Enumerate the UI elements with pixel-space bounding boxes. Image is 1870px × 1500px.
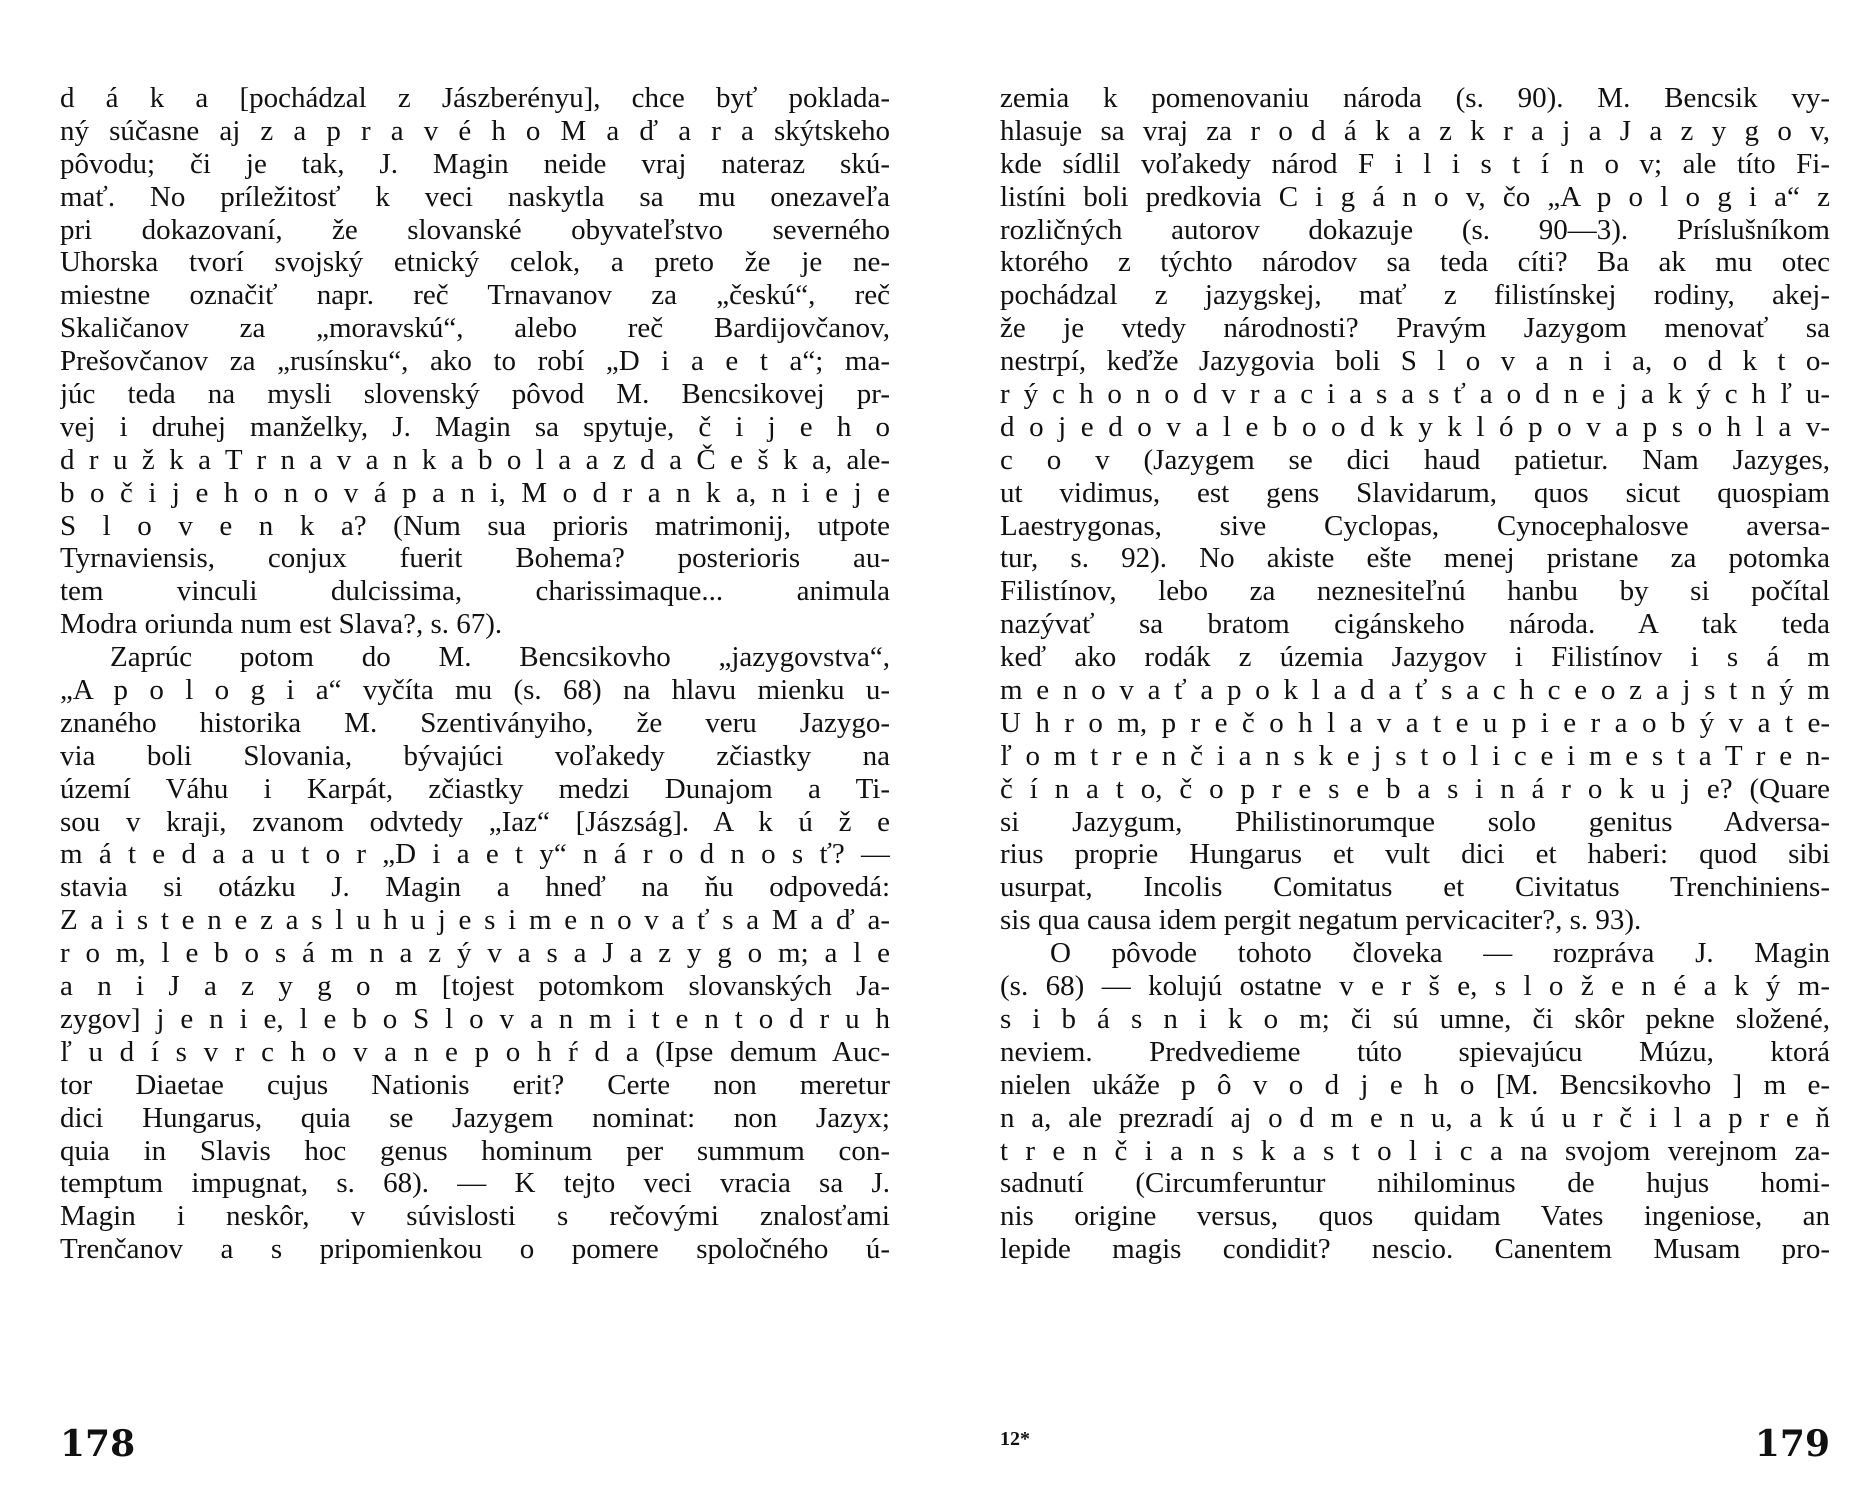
text-line: t r e n č i a n s k a s t o l i c a na svojom verejnom za- (1000, 1134, 1830, 1167)
text-line: r ý c h o n o d v r a c i a s a s ť a o d n e j a k ý c h ľ u- (1000, 378, 1830, 411)
text-line: hlasuje sa vraj za r o d á k a z k r a j a J a z y g o v, (1000, 114, 1830, 147)
text-line: S l o v e n k a? (Num sua prioris matrimonij, utpote (60, 509, 890, 542)
text-line: r o m, l e b o s á m n a z ý v a s a J a z y g o m; a l e (60, 937, 890, 970)
text-line: kde sídlil voľakedy národ F i l i s t í n o v; ale títo Fi- (1000, 147, 1830, 180)
text-line: tor Diaetae cujus Nationis erit? Certe non meretur (60, 1068, 890, 1101)
text-line: tur, s. 92). No akiste ešte menej pristane za potomka (1000, 542, 1830, 575)
text-line: d o j e d o v a l e b o o d k y k l ó p o v a p s o h l a v- (1000, 410, 1830, 443)
text-line: Laestrygonas, sive Cyclopas, Cynocephalosve aversa- (1000, 509, 1830, 542)
text-line: quia in Slavis hoc genus hominum per summum con- (60, 1134, 890, 1167)
text-line: Tyrnaviensis, conjux fuerit Bohema? posterioris au- (60, 542, 890, 575)
text-line: sou v kraji, zvanom odvtedy „Iaz“ [Jászság]. A k ú ž e (60, 805, 890, 838)
text-line: „A p o l o g i a“ vyčíta mu (s. 68) na hlavu mienku u- (60, 674, 890, 707)
text-line: s i b á s n i k o m; či sú umne, či skôr pekne složené, (1000, 1002, 1830, 1035)
text-line: ľ u d í s v r c h o v a n e p o h ŕ d a (Ipse demum Auc- (60, 1035, 890, 1068)
text-line: si Jazygum, Philistinorumque solo genitus Adversa- (1000, 805, 1830, 838)
text-line: Trenčanov a s pripomienkou o pomere spoločného ú- (60, 1233, 890, 1266)
page-number-right: 179 (1754, 1423, 1830, 1465)
right-page-text (1000, 82, 1830, 1402)
text-line: Magin i neskôr, v súvislosti s rečovými znalosťami (60, 1200, 890, 1233)
text-line: listíni boli predkovia C i g á n o v, čo „A p o l o g i a“ z (1000, 180, 1830, 213)
text-line: pochádzal z jazygskej, mať z filistínskej rodiny, akej- (1000, 279, 1830, 312)
text-line: via boli Slovania, bývajúci voľakedy zčiastky na (60, 739, 890, 772)
text-line: Uhorska tvorí svojský etnický celok, a preto že je ne- (60, 246, 890, 279)
text-line: zemia k pomenovaniu národa (s. 90). M. Bencsik vy- (1000, 82, 1830, 114)
text-line: (s. 68) — kolujú ostatne v e r š e, s l o ž e n é a k ý m- (1000, 970, 1830, 1003)
text-line: pôvodu; či je tak, J. Magin neide vraj nateraz skú- (60, 147, 890, 180)
text-line: nazývať sa bratom cigánskeho národa. A tak teda (1000, 608, 1830, 641)
text-line: tem vinculi dulcissima, charissimaque... animula (60, 575, 890, 608)
text-line: nestrpí, keďže Jazygovia boli S l o v a n i a, o d k t o- (1000, 345, 1830, 378)
text-line: n a, ale prezradí aj o d m e n u, a k ú u r č i l a p r e ň (1000, 1101, 1830, 1134)
text-line: sadnutí (Circumferuntur nihilominus de hujus homi- (1000, 1167, 1830, 1200)
text-line: Zaprúc potom do M. Bencsikovho „jazygovstva“, (110, 641, 890, 674)
text-line: ný súčasne aj z a p r a v é h o M a ď a r a skýtskeho (60, 114, 890, 147)
text-line: rozličných autorov dokazuje (s. 90—3). Príslušníkom (1000, 213, 1830, 246)
text-line: ktorého z týchto národov sa teda cíti? Ba ak mu otec (1000, 246, 1830, 279)
text-line: že je vtedy národnosti? Pravým Jazygom menovať sa (1000, 312, 1830, 345)
text-line: Prešovčanov za „rusínsku“, ako to robí „D i a e t a“; ma- (60, 345, 890, 378)
text-line: keď ako rodák z územia Jazygov i Filistínov i s á m (1000, 641, 1830, 674)
text-line: b o č i j e h o n o v á p a n i, M o d r a n k a, n i e j e (60, 476, 890, 509)
text-line: mať. No príležitosť k veci naskytla sa mu onezaveľa (60, 180, 890, 213)
text-line: m á t e d a a u t o r „D i a e t y“ n á r o d n o s ť? — (60, 838, 890, 871)
text-line: území Váhu i Karpát, zčiastky medzi Dunajom a Ti- (60, 772, 890, 805)
text-line: dici Hungarus, quia se Jazygem nominat: non Jazyx; (60, 1101, 890, 1134)
left-page-text (60, 82, 890, 1402)
page-number-left: 178 (60, 1423, 136, 1465)
text-line: ľ o m t r e n č i a n s k e j s t o l i c e i m e s t a T r e n- (1000, 739, 1830, 772)
text-line: usurpat, Incolis Comitatus et Civitatus Trenchiniens- (1000, 871, 1830, 904)
text-line: vej i druhej manželky, J. Magin sa spytuje, č i j e h o (60, 410, 890, 443)
text-line: sis qua causa idem pergit negatum pervicaciter?, s. 93). (1000, 904, 1642, 937)
text-line: lepide magis condidit? nescio. Canentem Musam pro- (1000, 1233, 1830, 1266)
text-line: O pôvode tohoto človeka — rozpráva J. Magin (1050, 937, 1830, 970)
text-line: nis origine versus, quos quidam Vates ingeniose, an (1000, 1200, 1830, 1233)
text-line: temptum impugnat, s. 68). — K tejto veci vracia sa J. (60, 1167, 890, 1200)
text-line: znaného historika M. Szentiványiho, že veru Jazygo- (60, 706, 890, 739)
text-line: Modra oriunda num est Slava?, s. 67). (60, 608, 503, 641)
text-line: U h r o m, p r e č o h l a v a t e u p i e r a o b ý v a t e- (1000, 706, 1830, 739)
text-line: neviem. Predvedieme túto spievajúcu Múzu, ktorá (1000, 1035, 1830, 1068)
text-line: pri dokazovaní, že slovanské obyvateľstvo severného (60, 213, 890, 246)
text-line: č í n a t o, č o p r e s e b a s i n á r o k u j e? (Quare (1000, 772, 1830, 805)
text-line: Skaličanov za „moravskú“, alebo reč Bardijovčanov, (60, 312, 890, 345)
text-line: m e n o v a ť a p o k l a d a ť s a c h c e o z a j s t n ý m (1000, 674, 1830, 707)
text-line: c o v (Jazygem se dici haud patietur. Nam Jazyges, (1000, 443, 1830, 476)
text-line: a n i J a z y g o m [tojest potomkom slovanských Ja- (60, 970, 890, 1003)
text-line: ut vidimus, est gens Slavidarum, quos sicut quospiam (1000, 476, 1830, 509)
text-line: nielen ukáže p ô v o d j e h o [M. Bencsikovho ] m e- (1000, 1068, 1830, 1101)
text-line: d r u ž k a T r n a v a n k a b o l a a z d a Č e š k a, ale- (60, 443, 890, 476)
text-line: júc teda na mysli slovenský pôvod M. Bencsikovej pr- (60, 378, 890, 411)
text-line: d á k a [pochádzal z Jászberényu], chce byť poklada- (60, 82, 890, 114)
text-line: zygov] j e n i e, l e b o S l o v a n m i t e n t o d r u h (60, 1002, 890, 1035)
text-line: Z a i s t e n e z a s l u h u j e s i m e n o v a ť s a M a ď a- (60, 904, 890, 937)
signature-mark: 12* (1000, 1428, 1030, 1450)
text-line: miestne označiť napr. reč Trnavanov za „českú“, reč (60, 279, 890, 312)
text-line: Filistínov, lebo za neznesiteľnú hanbu by si počítal (1000, 575, 1830, 608)
text-line: stavia si otázku J. Magin a hneď na ňu odpovedá: (60, 871, 890, 904)
text-line: rius proprie Hungarus et vult dici et haberi: quod sibi (1000, 838, 1830, 871)
